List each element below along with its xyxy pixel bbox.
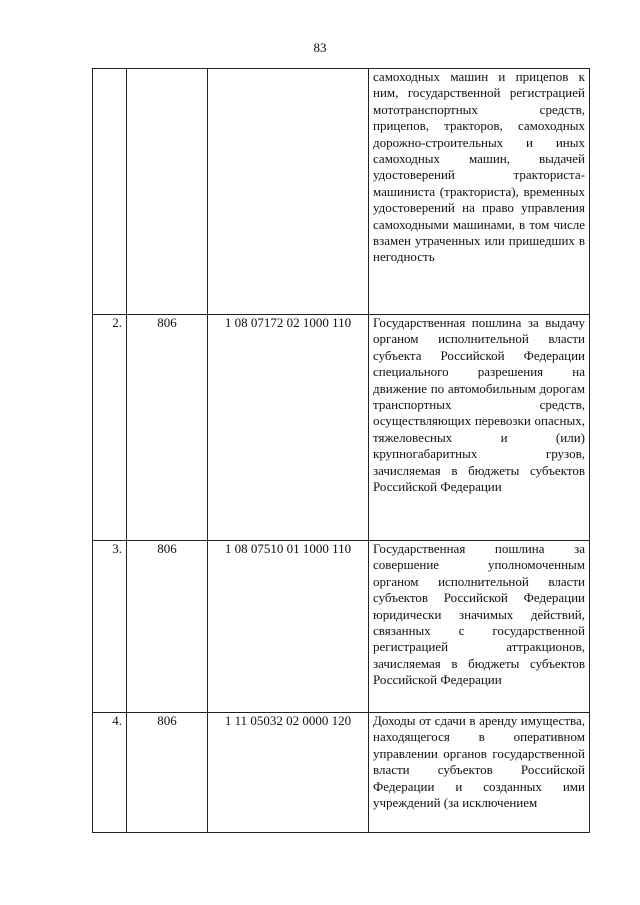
page-number: 83 — [313, 40, 327, 55]
description-text: Доходы от сдачи в аренду имущества, находящегося в оперативном управлении органов государственной власти субъектов Российской Федерации и созданных ими учреждений (за исключением — [373, 713, 585, 811]
row-number-cell: 3. — [93, 541, 127, 713]
table-row — [93, 541, 590, 713]
description-cell — [369, 315, 590, 541]
revenue-codes-table — [92, 68, 590, 833]
description-text: самоходных машин и прицепов к ним, государственной регистрацией мототранспортных средств, прицепов, тракторов, самоходных дорожно-строительных и иных самоходных машин, выдачей удостоверений тракториста-машиниста (тракториста), временных удостоверений на право управления самоходными машинами, в том числе взамен утраченных или пришедших в негодность — [373, 69, 585, 265]
admin-code-cell: 806 — [127, 713, 208, 833]
row-number-cell: 2. — [93, 315, 127, 541]
admin-code-cell: 806 — [127, 541, 208, 713]
description-text: Государственная пошлина за выдачу органом исполнительной власти субъекта Российской Федерации специального разрешения на движение по автомобильным дорогам транспортных средств, осуществляющих перевозки опасных, тяжеловесных и (или) крупногабаритных грузов, зачисляемая в бюджеты субъектов Российской Федерации — [373, 315, 585, 495]
description-cell — [369, 69, 590, 315]
row-number-cell: 4. — [93, 713, 127, 833]
description-cell — [369, 713, 590, 833]
description-text: Государственная пошлина за совершение уполномоченным органом исполнительной власти субъектов Российской Федерации юридически значимых действий, связанных с государственной регистрацией аттракционов, зачисляемая в бюджеты субъектов Российской Федерации — [373, 541, 585, 688]
row-number-cell — [93, 69, 127, 315]
kbk-code-cell: 1 08 07510 01 1000 110 — [208, 541, 369, 713]
kbk-code-cell — [208, 69, 369, 315]
kbk-code-cell: 1 11 05032 02 0000 120 — [208, 713, 369, 833]
admin-code-cell — [127, 69, 208, 315]
table-row — [93, 315, 590, 541]
admin-code-cell: 806 — [127, 315, 208, 541]
kbk-code-cell: 1 08 07172 02 1000 110 — [208, 315, 369, 541]
table-row — [93, 713, 590, 833]
table-row — [93, 69, 590, 315]
description-cell — [369, 541, 590, 713]
